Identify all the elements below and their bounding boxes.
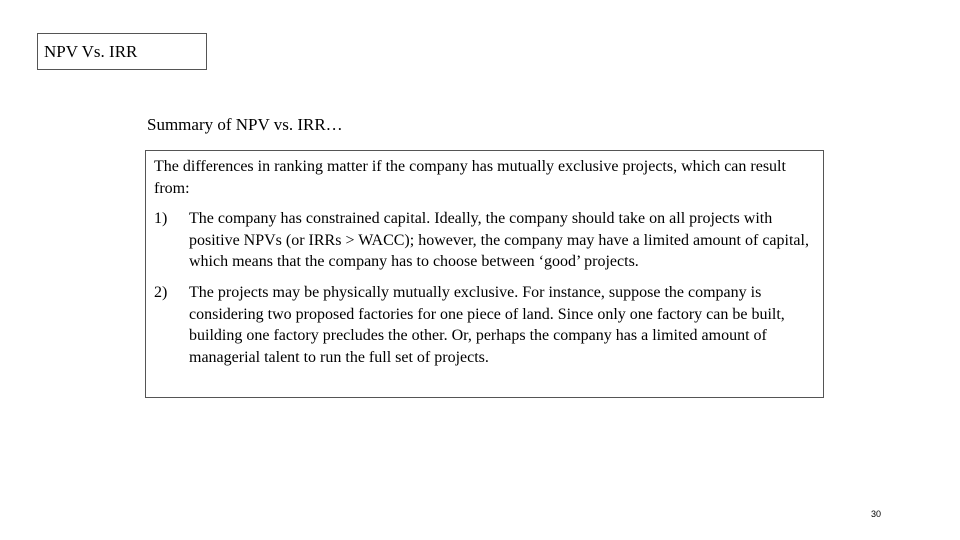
list-item-text: The company has constrained capital. Ideally, the company should take on all projects with positive NPVs (or IRRs > WACC); however, the company may have a limited amount of capital, which means that the company has to choose between ‘good’ projects. [189,210,809,271]
intro-paragraph: The differences in ranking matter if the company has mutually exclusive projects, which can result from: [154,158,786,197]
list-item-text: The projects may be physically mutually exclusive. For instance, suppose the company is considering two proposed factories for one piece of land. Since only one factory can be built, building one factory precludes the other. Or, perhaps the company has a limited amount of managerial talent to run the full set of projects. [189,283,785,366]
list-item-number: 1) [154,210,168,228]
slide-title: NPV Vs. IRR [37,33,207,70]
list-item-number: 2) [154,283,168,301]
list-item [154,282,815,368]
page-number: 30 [870,509,881,519]
slide-subtitle: Summary of NPV vs. IRR… [147,115,343,134]
summary-text-box [145,150,824,398]
list-item [154,208,815,273]
